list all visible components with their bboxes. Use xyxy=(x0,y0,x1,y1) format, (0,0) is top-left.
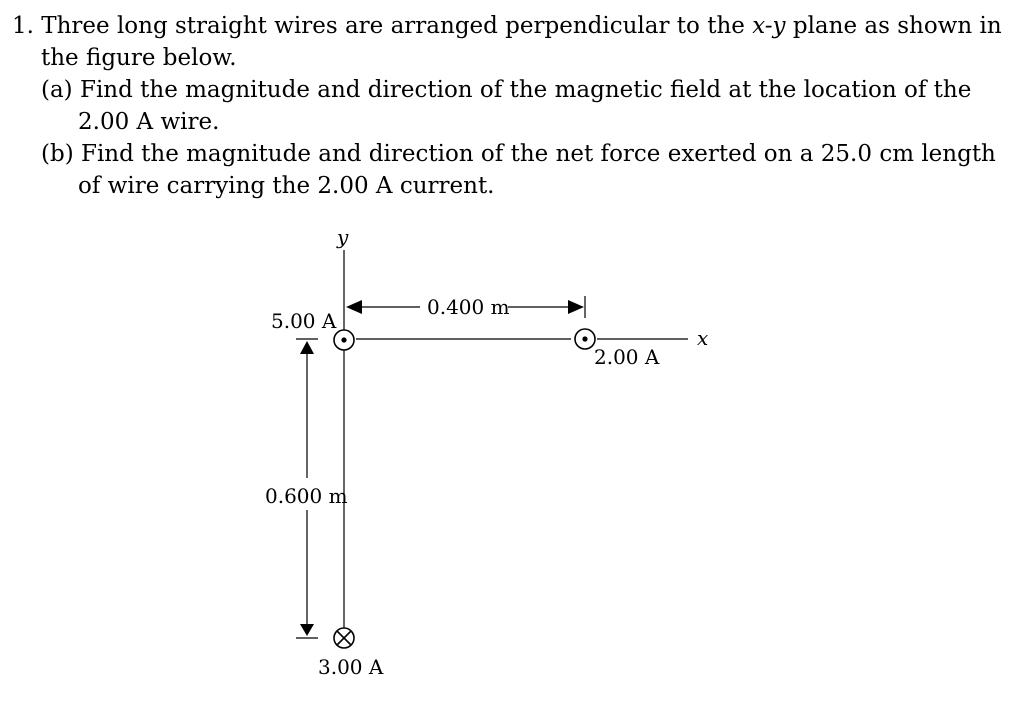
part-b-text-2: of wire carrying the 2.00 A current. xyxy=(78,173,495,199)
intro-text-1: Three long straight wires are arranged perpendicular to the xyxy=(41,13,753,39)
horizontal-arrowhead-left xyxy=(346,300,362,314)
horizontal-distance-label: 0.400 m xyxy=(427,295,510,319)
wire-right-current-label: 2.00 A xyxy=(594,345,660,369)
horizontal-arrowhead-right xyxy=(568,300,584,314)
y-axis-label: y xyxy=(337,225,349,249)
vertical-arrowhead-bottom xyxy=(300,624,314,636)
wire-bottom-current-label: 3.00 A xyxy=(318,655,384,679)
part-a-text-2: 2.00 A wire. xyxy=(78,109,220,135)
intro-line-2: the figure below. xyxy=(41,45,237,71)
wire-right-dot xyxy=(582,336,587,341)
problem-number: 1. xyxy=(12,13,34,39)
wire-origin-current-label: 5.00 A xyxy=(271,309,337,333)
x-axis-label: x xyxy=(697,326,709,350)
intro-variable: x-y xyxy=(752,13,786,39)
part-a-text-1: Find the magnitude and direction of the magnetic field at the location of the xyxy=(79,77,972,103)
wire-origin-dot xyxy=(341,337,346,342)
part-b-text-1: Find the magnitude and direction of the net force exerted on a 25.0 cm length xyxy=(80,141,996,167)
intro-text-2: plane as shown in xyxy=(785,13,1002,39)
part-a-label: (a) xyxy=(41,77,73,103)
part-b-label: (b) xyxy=(41,141,74,167)
vertical-arrowhead-top xyxy=(300,341,314,354)
vertical-distance-label: 0.600 m xyxy=(265,484,348,508)
